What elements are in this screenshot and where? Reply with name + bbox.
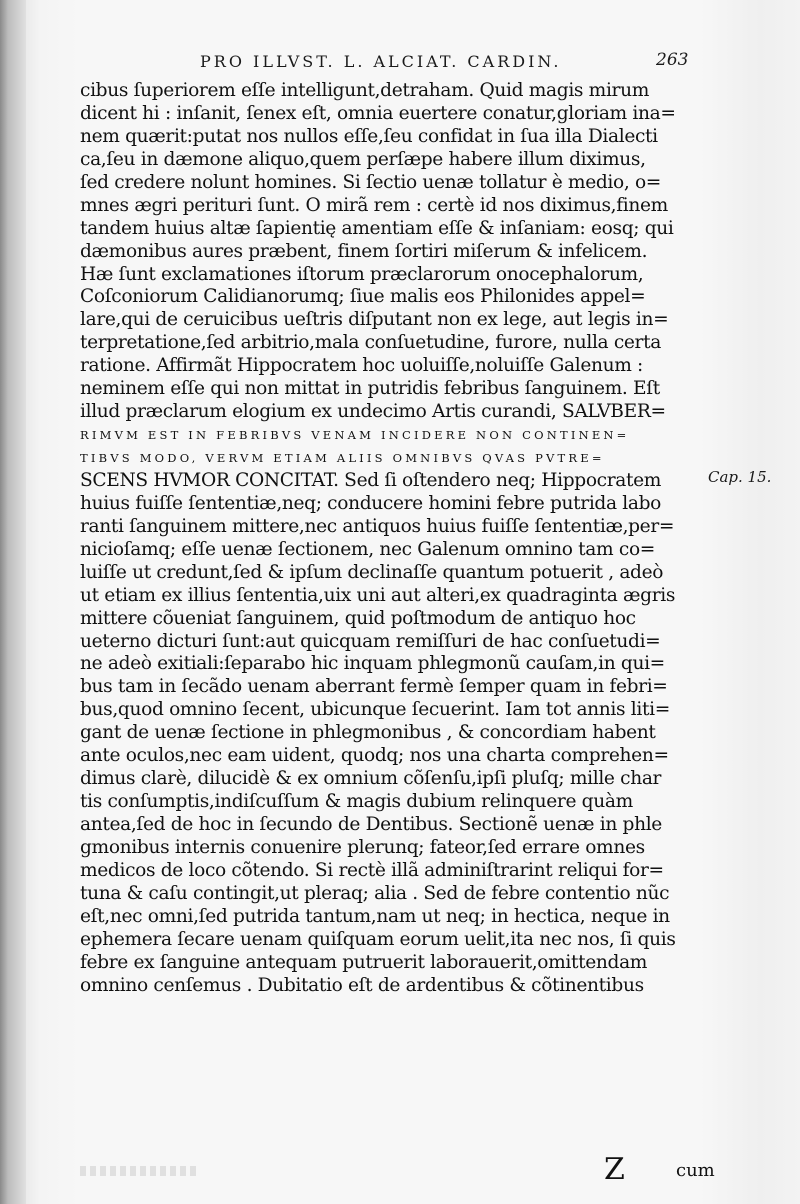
text-line: tandem huius altæ ſapientię amentiam eſſe & inſaniam: eosq; qui — [80, 217, 674, 239]
text-line: ephemera ſecare uenam quiſquam eorum uelit,ita nec nos, ſi quis — [80, 928, 676, 950]
text-line: Hæ ſunt exclamationes iſtorum præclarorum onocephalorum, — [80, 263, 644, 285]
text-line: Coſconiorum Calidianorumq; ſiue malis eos Philonides appel= — [80, 286, 646, 308]
text-line: terpretatione,ſed arbitrio,mala conſuetudine, furore, nulla certa — [80, 332, 661, 354]
text-line: dæmonibus aures præbent, finem ſortiri miſerum & infelicem. — [80, 240, 648, 262]
text-line: ne adeò exitiali:ſeparabo hic inquam phlegmonũ cauſam,in qui= — [80, 653, 665, 675]
text-line: mittere cõueniat ſanguinem, quid poſtmodum de antiquo hoc — [80, 607, 636, 629]
text-line: tuna & caſu contingit,ut pleraq; alia . Sed de febre contentio nũc — [80, 882, 670, 904]
text-line: ueterno dicturi ſunt:aut quicquam remiſſuri de hac conſuetudi= — [80, 630, 661, 652]
text-line: neminem eſſe qui non mittat in putridis febribus ſanguinem. Eſt — [80, 378, 660, 400]
text-line: ranti ſanguinem mittere,nec antiquos huius fuiſſe ſententiæ,per= — [80, 515, 675, 537]
text-line: lare,qui de ceruicibus ueſtris diſputant non ex lege, aut legis in= — [80, 309, 669, 331]
text-line: antea,ſed de hoc in ſecundo de Dentibus. Sectionẽ uenæ in phle — [80, 814, 662, 835]
text-line: ca,ſeu in dæmone aliquo,quem perſæpe habere illum diximus, — [80, 148, 646, 170]
text-line: omnino cenſemus . Dubitatio eſt de ardentibus & cõtinentibus — [80, 974, 644, 996]
text-line: ratione. Affirmãt Hippocratem hoc uoluiſſe,noluiſſe Galenum : — [80, 355, 643, 377]
text-line: mnes ægri perituri ſunt. O mirã rem : certè id nos diximus,finem — [80, 194, 668, 216]
marginal-note: Cap. 15. — [708, 468, 772, 486]
text-line: bus,quod omnino ſecent, ubicunque ſecuerint. Iam tot annis liti= — [80, 699, 670, 721]
text-line: medicos de loco cõtendo. Si rectè illã adminiſtrarint reliqui for= — [80, 859, 664, 881]
text-line: nem quærit:putat nos nullos eſſe,ſeu confidat in ſua illa Dialecti — [80, 125, 658, 147]
page-gutter-shadow — [0, 0, 26, 1204]
text-line: gant de uenæ ſectione in phlegmonibus , & concordiam habent — [80, 722, 656, 744]
page-number: 263 — [656, 50, 689, 70]
text-line: eſt,nec omni,ſed putrida tantum,nam ut neq; in hectica, neque in — [80, 905, 670, 927]
text-line-quotation: RIMVM EST IN FEBRIBVS VENAM INCIDERE NON CONTINEN= — [80, 428, 630, 443]
text-line: illud præclarum elogium ex undecimo Artis curandi, SALVBER= — [80, 401, 666, 423]
text-line-quotation: TIBVS MODO, VERVM ETIAM ALIIS OMNIBVS QVAS PVTRE= — [80, 451, 605, 465]
text-line: cibus ſuperiorem eſſe intelligunt,detraham. Quid magis mirum — [80, 80, 650, 101]
text-line: ut etiam ex illius ſententia,uix uni aut alteri,ex quadraginta ægris — [80, 584, 676, 606]
text-line: dicent hi : inſanit, ſenex eſt, omnia euertere conatur,gloriam ina= — [80, 102, 676, 124]
running-title: PRO ILLVST. L. ALCIAT. CARDIN. — [200, 52, 562, 71]
text-line: gmonibus internis conuenire plerunq; fateor,ſed errare omnes — [80, 836, 645, 858]
signature-mark: Z — [604, 1152, 625, 1187]
text-line: tis conſumptis,indiſcuſſum & magis dubium relinquere quàm — [80, 791, 633, 813]
bleed-through-marks — [80, 1166, 200, 1176]
text-line: febre ex ſanguine antequam putruerit laborauerit,omittendam — [80, 951, 648, 973]
catchword: cum — [676, 1160, 715, 1181]
text-line: nicioſamq; eſſe uenæ ſectionem, nec Galenum omnino tam co= — [80, 538, 656, 560]
text-line: luiſſe ut credunt,ſed & ipſum declinaſſe quantum potuerit , adeò — [80, 561, 664, 583]
text-line: dimus clarè, dilucidè & ex omnium cõſenſu,ipſi pluſq; mille char — [80, 768, 662, 790]
text-line: huius fuiſſe ſententiæ,neq; conducere homini febre putrida labo — [80, 492, 661, 514]
text-line: bus tam in ſecãdo uenam aberrant fermè ſemper quam in febri= — [80, 676, 668, 698]
text-line: ante oculos,nec eam uident, quodq; nos una charta comprehen= — [80, 745, 669, 767]
text-block — [80, 80, 720, 998]
text-line: ſed credere nolunt homines. Si ſectio uenæ tollatur è medio, o= — [80, 171, 662, 193]
text-line: SCENS HVMOR CONCITAT. Sed ſi oſtendero neq; Hippocratem — [80, 469, 662, 491]
